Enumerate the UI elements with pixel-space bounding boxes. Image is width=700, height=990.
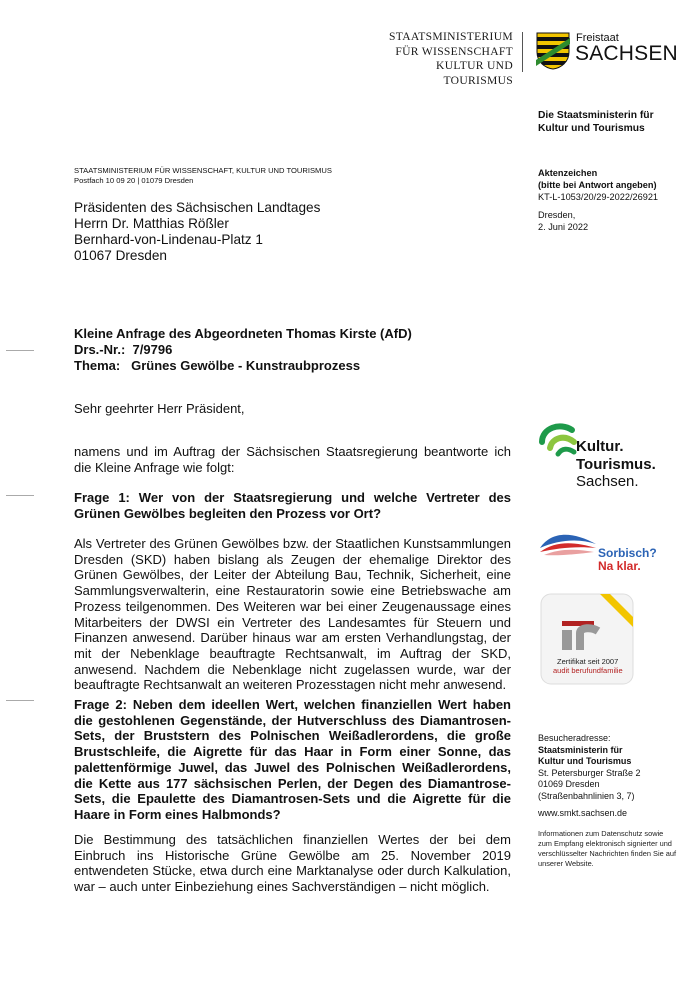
sorbisch-logo xyxy=(538,528,658,578)
visitor-city: 01069 Dresden xyxy=(538,779,600,789)
intro-paragraph: namens und im Auftrag der Sächsischen Staatsregierung beantworte ich die Kleine Anfrage wie folgt: xyxy=(74,444,511,475)
drs-label: Drs.-Nr.: xyxy=(74,342,126,357)
recipient-address xyxy=(74,200,320,264)
privacy-note xyxy=(538,829,676,869)
kultur-tourismus-logo xyxy=(538,420,656,490)
question-1: Frage 1: Wer von der Staatsregierung und welche Vertreter des Grünen Gewölbes begleiten den Prozess vor Ort? xyxy=(74,490,511,521)
subject-block xyxy=(74,326,412,374)
visitor-label: Besucheradresse: xyxy=(538,733,611,743)
na-klar-label: Na klar. xyxy=(598,559,641,573)
privacy-line: unserer Website. xyxy=(538,859,594,868)
tourismus-label: Tourismus. xyxy=(576,456,656,473)
fold-mark xyxy=(6,700,34,701)
visitor-address xyxy=(538,733,641,802)
subject-title: Kleine Anfrage des Abgeordneten Thomas Kirste (AfD) xyxy=(74,326,412,341)
salutation: Sehr geehrter Herr Präsident, xyxy=(74,401,245,416)
sender-title-line: Die Staatsministerin für xyxy=(538,110,654,121)
fold-mark xyxy=(6,350,34,351)
aktenzeichen-value: KT-L-1053/20/29-2022/26921 xyxy=(538,192,659,202)
recipient-line: Herrn Dr. Matthias Rößler xyxy=(74,216,229,231)
sender-line-2: Postfach 10 09 20 | 01079 Dresden xyxy=(74,176,194,185)
sender-line-1: STAATSMINISTERIUM FÜR WISSENSCHAFT, KULTUR UND TOURISMUS xyxy=(74,166,332,175)
visitor-name: Staatsministerin für xyxy=(538,744,623,755)
question-2: Frage 2: Neben dem ideellen Wert, welchen finanziellen Wert haben die gestohlenen Gegenstände, der Hutverschluss des Diamantrosen-Sets, der Bruststern des Polnischen Weißadlerordens, die große Brustschleife, die Aigrette für das Haar in Form einer Sonne, das palettenförmige Juwel, das Juwel des Polnischen Weißadlerordens, die Kette aus 177 sächsischen Perlen, der Degen des Diamantrose-Sets, die Epaulette des Diamantrosen-Sets und die Aigrette für die Haare in Form eines Halbmonds? xyxy=(74,697,511,822)
sender-title-line: Kultur und Tourismus xyxy=(538,123,645,134)
date-block xyxy=(538,209,588,233)
cert-since-label: Zertifikat seit 2007 xyxy=(557,657,619,666)
drs-value: 7/9796 xyxy=(132,342,173,357)
aktenzeichen-block xyxy=(538,167,658,203)
answer-1: Als Vertreter des Grünen Gewölbes bzw. der Staatlichen Kunstsammlungen Dresden (SKD) haben bislang als Zeugen der ehemalige Direktor des Grünen Gewölbes, der Leiter der Abteilung Bau, Technik, Sicherheit, eine Sammlungsverwalterin, eine Restauratorin sowie eine Betriebswache am Prozess teilgenommen. Des Weiteren war bei einer Zeugenaussage eines Mitarbeiters der DWSI ein Vertreter des Landesamtes für Steuern und Finanzen anwesend. Darüber hinaus war am ersten Verhandlungstag, der mit der Nebenklage beauftragte Rechtsanwalt, im Auftrag der SKD, anwesend. Nachdem die Nebenklage nicht zugelassen wurde, war der beauftragte Rechtsanwalt an weiteren Prozesstagen nicht mehr anwesend. xyxy=(74,536,511,693)
privacy-line: zum Empfang elektronisch signierter und xyxy=(538,839,672,848)
fold-mark xyxy=(6,495,34,496)
ministry-logo-line: FÜR WISSENSCHAFT xyxy=(395,44,513,58)
date-place: Dresden, xyxy=(538,210,576,220)
sender-title xyxy=(538,109,654,135)
website-link[interactable]: www.smkt.sachsen.de xyxy=(538,808,628,818)
drs-line xyxy=(74,342,412,358)
privacy-line: Informationen zum Datenschutz sowie xyxy=(538,829,664,838)
visitor-street: St. Petersburger Straße 2 xyxy=(538,767,641,778)
saxony-coat-of-arms-icon xyxy=(536,32,570,70)
aktenzeichen-label: Aktenzeichen xyxy=(538,168,598,178)
ministry-logo-line: KULTUR UND TOURISMUS xyxy=(436,59,513,87)
freistaat-label: Freistaat xyxy=(576,32,619,44)
recipient-line: Präsidenten des Sächsischen Landtages xyxy=(74,200,321,215)
date-value: 2. Juni 2022 xyxy=(538,222,589,232)
aktenzeichen-hint: (bitte bei Antwort angeben) xyxy=(538,180,657,190)
privacy-line: verschlüsselter Nachrichten finden Sie auf xyxy=(538,849,677,858)
audit-berufundfamilie-certificate xyxy=(540,593,634,685)
kultur-label: Kultur. xyxy=(576,438,624,455)
recipient-line: Bernhard-von-Lindenau-Platz 1 xyxy=(74,232,263,247)
visitor-name: Kultur und Tourismus xyxy=(538,756,632,766)
recipient-line: 01067 Dresden xyxy=(74,248,167,263)
ministry-logo xyxy=(378,30,513,88)
thema-value: Grünes Gewölbe - Kunstraubprozess xyxy=(131,358,361,373)
logo-divider xyxy=(522,32,523,72)
sender-address-line xyxy=(74,166,332,186)
answer-2: Die Bestimmung des tatsächlichen finanziellen Wertes der bei dem Einbruch ins Historische Grüne Gewölbe am 25. November 2019 entwendeten Stücke, etwa durch eine Marktanalyse oder durch Kalkulation, war – auch unter Einbeziehung eines Sachverständigen – nicht möglich. xyxy=(74,832,511,895)
sachsen-label: Sachsen. xyxy=(576,473,639,490)
thema-line xyxy=(74,358,412,374)
visitor-tram: (Straßenbahnlinien 3, 7) xyxy=(538,790,635,801)
sorbian-flag-wave-icon xyxy=(538,528,600,562)
cert-audit-label: audit berufundfamilie xyxy=(553,666,623,675)
thema-label: Thema: xyxy=(74,358,121,373)
sorbisch-label: Sorbisch? xyxy=(598,546,657,560)
ministry-logo-line: STAATSMINISTERIUM xyxy=(389,30,513,43)
sachsen-wordmark: SACHSEN xyxy=(575,42,678,65)
